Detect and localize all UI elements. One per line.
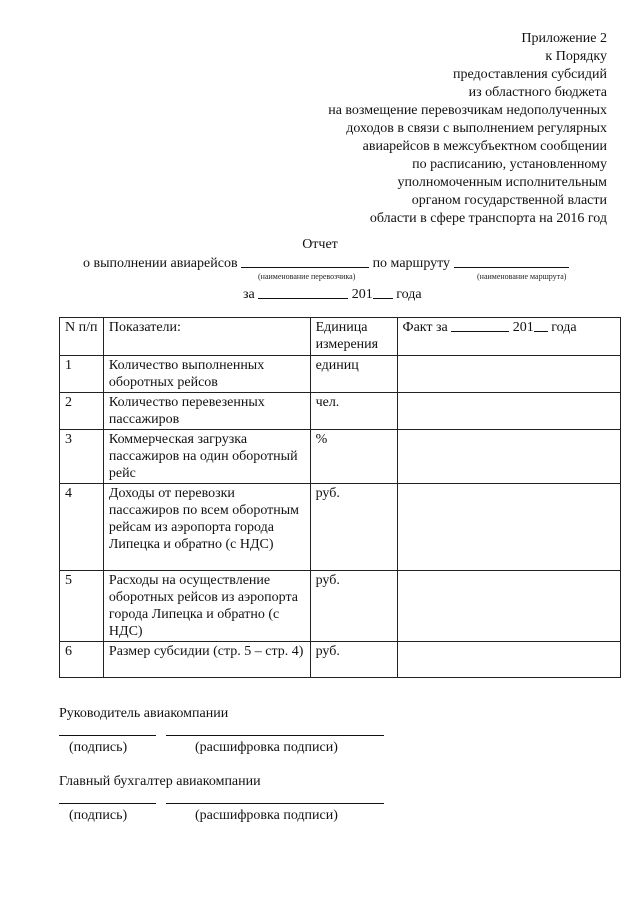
row-indicator: Расходы на осуществление оборотных рейсов из аэропорта города Липецка и обратно (с НДС) <box>103 571 310 642</box>
row-num: 6 <box>60 642 104 678</box>
report-subject-line <box>83 255 569 272</box>
table-row <box>60 571 621 642</box>
carrier-blank[interactable] <box>241 255 369 268</box>
appendix-line: Приложение 2 <box>521 31 607 46</box>
row-fact-cell[interactable] <box>397 393 620 430</box>
report-title: Отчет <box>302 237 338 252</box>
row-fact-cell[interactable] <box>397 430 620 484</box>
row-fact-cell[interactable] <box>397 484 620 571</box>
row-indicator: Количество выполненных оборотных рейсов <box>103 356 310 393</box>
row-indicator: Размер субсидии (стр. 5 – стр. 4) <box>103 642 310 678</box>
row-unit: единиц <box>310 356 397 393</box>
row-unit: руб. <box>310 484 397 571</box>
row-num: 4 <box>60 484 104 571</box>
fact-year: 201 <box>512 320 534 335</box>
table-row <box>60 356 621 393</box>
row-unit: % <box>310 430 397 484</box>
accountant-decode-caption: (расшифровка подписи) <box>195 808 338 823</box>
fact-suffix: года <box>551 320 577 335</box>
period-prefix: за <box>243 287 255 302</box>
header-fact <box>397 318 620 356</box>
head-signature-line[interactable] <box>59 735 156 736</box>
appendix-line: доходов в связи с выполнением регулярных <box>346 121 607 136</box>
appendix-line: предоставления субсидий <box>452 67 607 82</box>
head-signature-caption: (подпись) <box>69 740 128 755</box>
row-indicator: Коммерческая загрузка пассажиров на один оборотный рейс <box>103 430 310 484</box>
accountant-signature-line[interactable] <box>59 803 156 804</box>
fact-period-blank <box>451 319 509 332</box>
row-num: 3 <box>60 430 104 484</box>
fact-prefix: Факт за <box>402 320 448 335</box>
row-num: 5 <box>60 571 104 642</box>
head-decode-line[interactable] <box>166 735 384 736</box>
header-unit: Единица измерения <box>310 318 397 356</box>
accountant-signature-caption: (подпись) <box>69 808 128 823</box>
route-blank[interactable] <box>454 255 569 268</box>
table-row <box>60 642 621 678</box>
row-unit: чел. <box>310 393 397 430</box>
row-fact-cell[interactable] <box>397 642 620 678</box>
row-num: 2 <box>60 393 104 430</box>
appendix-line: авиарейсов в межсубъектном сообщении <box>362 139 607 154</box>
year-blank[interactable] <box>373 286 393 299</box>
row-indicator: Доходы от перевозки пассажиров по всем оборотным рейсам из аэропорта города Липецка и обратно (с НДС) <box>103 484 310 571</box>
head-decode-caption: (расшифровка подписи) <box>195 740 338 755</box>
report-period-line <box>243 286 422 303</box>
row-num: 1 <box>60 356 104 393</box>
fact-year-blank <box>534 319 548 332</box>
row-fact-cell[interactable] <box>397 356 620 393</box>
carrier-caption: (наименование перевозчика) <box>258 272 356 281</box>
appendix-line: уполномоченным исполнительным <box>397 175 607 190</box>
appendix-line: из областного бюджета <box>468 85 607 100</box>
appendix-line: области в сфере транспорта на 2016 год <box>369 211 607 226</box>
report-line-middle: по маршруту <box>372 256 451 271</box>
accountant-signature-title: Главный бухгалтер авиакомпании <box>59 774 261 789</box>
row-indicator: Количество перевезенных пассажиров <box>103 393 310 430</box>
route-caption: (наименование маршрута) <box>477 272 567 281</box>
table-row <box>60 484 621 571</box>
period-year: 201 <box>351 287 373 302</box>
appendix-line: по расписанию, установленному <box>412 157 607 172</box>
row-unit: руб. <box>310 571 397 642</box>
period-suffix: года <box>396 287 422 302</box>
head-signature-title: Руководитель авиакомпании <box>59 706 229 721</box>
accountant-decode-line[interactable] <box>166 803 384 804</box>
header-indicator: Показатели: <box>103 318 310 356</box>
appendix-line: органом государственной власти <box>411 193 607 208</box>
report-line-prefix: о выполнении авиарейсов <box>83 256 238 271</box>
period-blank[interactable] <box>258 286 348 299</box>
report-table <box>59 317 621 678</box>
table-row <box>60 393 621 430</box>
table-header-row <box>60 318 621 356</box>
appendix-line: на возмещение перевозчикам недополученных <box>328 103 607 118</box>
appendix-line: к Порядку <box>545 49 607 64</box>
appendix-header <box>247 30 607 228</box>
header-num: N п/п <box>60 318 104 356</box>
row-unit: руб. <box>310 642 397 678</box>
row-fact-cell[interactable] <box>397 571 620 642</box>
table-row <box>60 430 621 484</box>
